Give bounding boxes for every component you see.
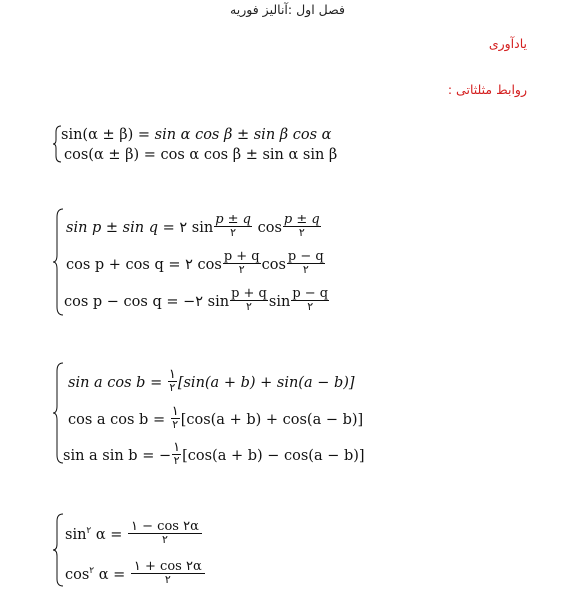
left-brace — [52, 207, 64, 317]
cos-difference-to-product: cos p − cos q = −۲ sin $\frac{p + q}{۲}$ sin $\frac{p - q}{۲}$ — [64, 286, 329, 313]
cos-sum-to-product: cos p + cos q = ۲ cos $\frac{p + q}{۲}$ cos $\frac{p - q}{۲}$ — [66, 249, 324, 276]
trig-relations-heading: روابط مثلثاتی : — [447, 82, 527, 97]
sin-sum-formula: sin(α ± β) = sin α cos β ± sin β cos α — [61, 127, 332, 143]
chapter-title: فصل اول :آنالیز فوریه — [230, 2, 345, 17]
sin-cos-product: sin a cos b = $\frac{۱}{۲}$ [sin(a + b) + sin(a − b)] — [68, 367, 355, 394]
cos-squared-formula: $\cos^۲ \alpha$ = $\frac{۱ + \cos ۲\alpha}{۲}$ — [65, 562, 206, 588]
cos-sum-formula: cos(α ± β) = cos α cos β ± sin α sin β — [64, 147, 338, 163]
power-reduction-formulas — [52, 512, 252, 590]
sin-sum-to-product: sin p ± sin q = ۲ sin $\frac{p \pm q}{۲}$ cos $\frac{p \pm q}{۲}$ — [66, 212, 320, 239]
sum-to-product-formulas — [52, 207, 372, 319]
sin-squared-formula: $\sin^۲ \alpha$ = $\frac{۱ - \cos ۲\alpha}{۲}$ — [65, 522, 203, 548]
cos-cos-product: cos a cos b = $\frac{۱}{۲}$ [cos(a + b) + cos(a − b)] — [68, 404, 364, 431]
left-brace — [52, 512, 64, 588]
sin-sin-product: sin a sin b = − $\frac{۱}{۲}$ [cos(a + b) − cos(a − b)] — [63, 440, 365, 467]
reminder-heading: یادآوری — [488, 36, 527, 51]
sum-difference-formulas — [52, 124, 372, 168]
product-to-sum-formulas — [52, 361, 372, 467]
